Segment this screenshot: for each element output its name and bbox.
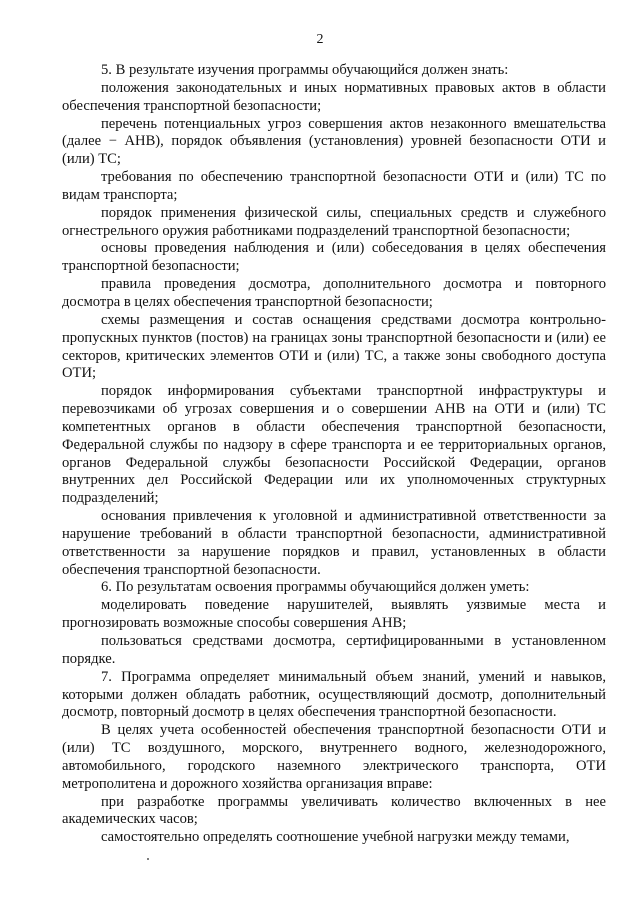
paragraph-informing-procedure: порядок информирования субъектами транспортной инфраструктуры и перевозчиками об угрозах совершения и о совершении АНВ на ОТИ и (или) ТС компетентных органов в области обеспечения транспортной безопасности, Федеральной службы по надзору в сфере транспорта и ее территориальных органов, органов Федеральной службы безопасности Российской Федерации, органов внутренних дел Российской Федерации или их уполномоченных структурных подразделений; [62,383,606,507]
paragraph-model-behavior: моделировать поведение нарушителей, выявлять уязвимые места и прогнозировать возможные способы совершения АНВ; [62,597,606,632]
paragraph-workload-ratio: самостоятельно определять соотношение учебной нагрузки между темами, [101,829,570,846]
paragraph-knowledge-intro: 5. В результате изучения программы обучающийся должен знать: [101,62,509,78]
document-body [62,62,606,847]
paragraph-threats-list: перечень потенциальных угроз совершения актов незаконного вмешательства (далее − АНВ), порядок объявления (установления) уровней безопасности ОТИ и (или) ТС; [62,115,606,168]
scan-speck [147,858,149,860]
page-number: 2 [316,32,324,47]
paragraph-inspection-rules: правила проведения досмотра, дополнительного досмотра и повторного досмотра в целях обеспечения транспортной безопасности; [62,276,606,310]
paragraph-checkpoint-schemes: схемы размещения и состав оснащения средствами досмотра контрольно-пропускных пунктов (постов) на границах зоны транспортной безопасности и (или) ее секторов, критических элементов ОТИ и (или) ТС, а также зоны свободного доступа ОТИ; [62,311,606,382]
paragraph-observation-basics: основы проведения наблюдения и (или) собеседования в целях обеспечения транспортной безопасности; [62,240,606,275]
paragraph-use-inspection-tools: пользоваться средствами досмотра, сертифицированными в установленном порядке. [62,633,606,667]
paragraph-organization-rights: В целях учета особенностей обеспечения транспортной безопасности ОТИ и (или) ТС воздушного, морского, внутреннего водного, железнодорожного, автомобильного, городского наземного электрического транспорта, ОТИ метрополитена и дорожного хозяйства организация вправе: [62,722,606,792]
paragraph-use-of-force: порядок применения физической силы, специальных средств и служебного огнестрельного оружия работниками подразделений транспортной безопасности; [62,204,606,239]
paragraph-legal-acts: положения законодательных и иных нормативных правовых актов в области обеспечения транспортной безопасности; [62,79,606,114]
paragraph-liability-grounds: основания привлечения к уголовной и административной ответственности за нарушение требований в области транспортной безопасности, административной ответственности за нарушение порядков и правил, установленных в области обеспечения транспортной безопасности. [62,508,606,578]
paragraph-security-requirements: требования по обеспечению транспортной безопасности ОТИ и (или) ТС по видам транспорта; [62,169,606,203]
paragraph-program-scope: 7. Программа определяет минимальный объем знаний, умений и навыков, которыми должен обладать работник, осуществляющий досмотр, дополнительный досмотр, повторный досмотр в целях обеспечения транспортной безопасности. [62,668,606,721]
paragraph-skills-intro: 6. По результатам освоения программы обучающийся должен уметь: [101,579,530,596]
paragraph-increase-hours: при разработке программы увеличивать количество включенных в нее академических часов; [62,793,606,828]
